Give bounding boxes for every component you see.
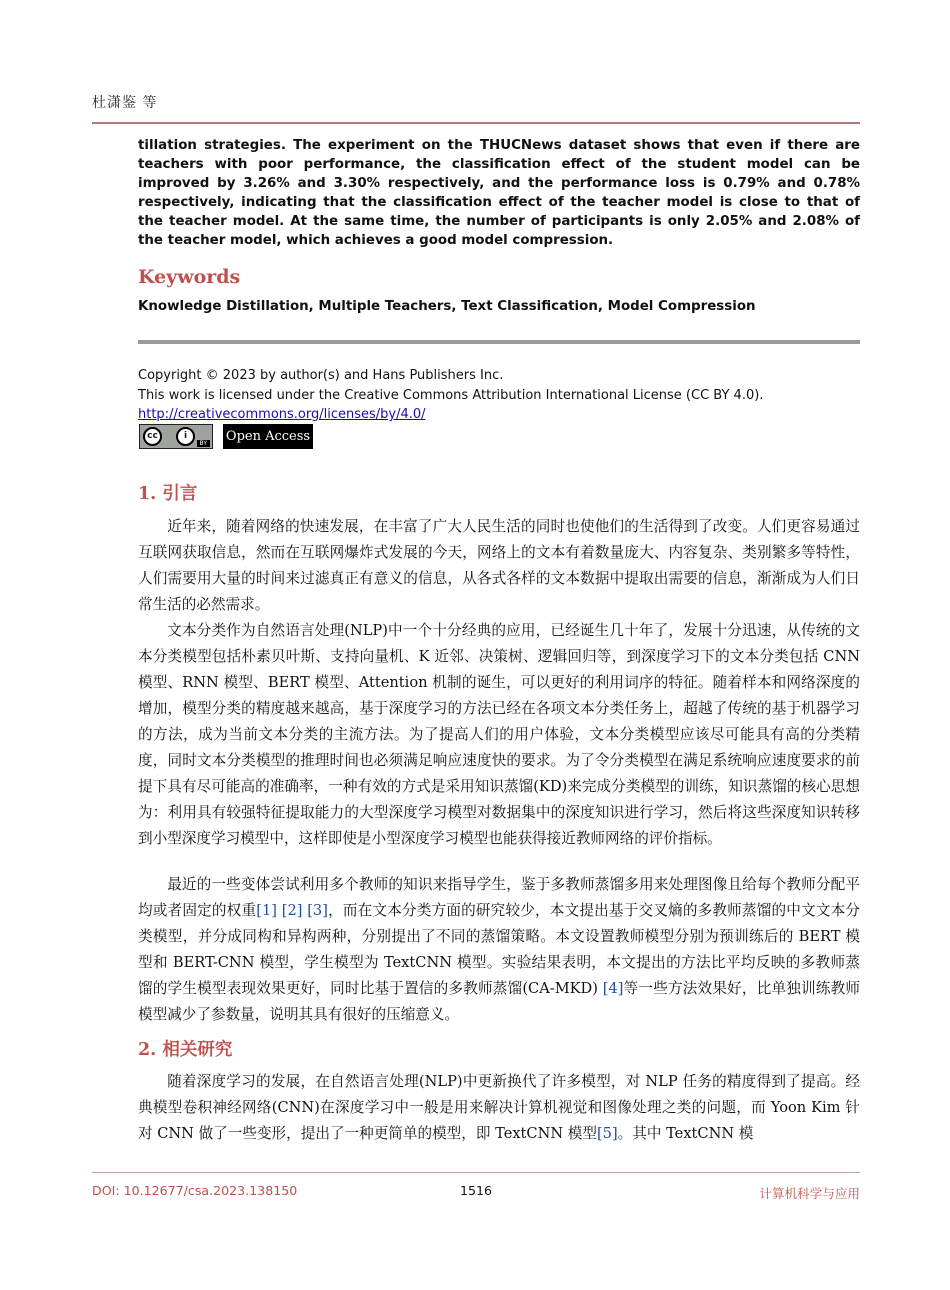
related-p1-text-b: 。其中 TextCNN 模: [617, 1125, 754, 1142]
related-p1-text-a: 随着深度学习的发展，在自然语言处理(NLP)中更新换代了许多模型，对 NLP 任务的精度得到了提高。经典模型卷积神经网络(CNN)在深度学习中一般是用来解决计算机视觉和图像处理之类的问题，而 Yoon Kim 针对 CNN 做了一些变形，提出了一种更简单的模型，即 TextCNN 模型: [138, 1073, 860, 1142]
citation-link-4[interactable]: [4]: [602, 980, 624, 997]
related-paragraph-1: [138, 1069, 860, 1147]
license-link[interactable]: http://creativecommons.org/licenses/by/4.0/: [138, 407, 426, 422]
keywords-text: Knowledge Distillation, Multiple Teachers, Text Classification, Model Compression: [138, 299, 756, 314]
section-heading-introduction: 1. 引言: [138, 484, 198, 504]
intro-paragraph-1: 近年来，随着网络的快速发展，在丰富了广大人民生活的同时也使他们的生活得到了改变。人们更容易通过互联网获取信息，然而在互联网爆炸式发展的今天，网络上的文本有着数量庞大、内容复杂、类别繁多等特性，人们需要用大量的时间来过滤真正有意义的信息，从各式各样的文本数据中提取出需要的信息，渐渐成为人们日常生活的必然需求。: [138, 518, 860, 613]
cc-by-badge[interactable]: [139, 424, 213, 449]
running-head: 杜潇鉴 等: [92, 95, 158, 111]
journal-name: 计算机科学与应用: [759, 1186, 860, 1201]
by-label: BY: [197, 440, 210, 447]
citation-link-5[interactable]: [5]: [596, 1125, 618, 1142]
license-badges: [139, 424, 313, 449]
attribution-person-icon: i: [176, 427, 195, 446]
copyright-line: Copyright © 2023 by author(s) and Hans Publishers Inc.: [138, 368, 504, 383]
intro-p3-text-c: 等一些方法效果好，比单独训练教师模型减少了参数量，说明其具有很好的压缩意义。: [138, 980, 860, 1023]
section-divider: [138, 340, 860, 344]
copyright-block: [138, 366, 763, 425]
intro-p3-text-b: ，而在文本分类方面的研究较少，本文提出基于交叉熵的多教师蒸馏的中文文本分类模型，并分成同构和异构两种，分别提出了不同的蒸馏策略。本文设置教师模型分别为预训练后的 BERT 模型和 BERT-CNN 模型，学生模型为 TextCNN 模型。实验结果表明，本文提出的方法比平均反映的多教师蒸馏的学生模型表现效果更好，同时比基于置信的多教师蒸馏(CA-MKD): [138, 902, 860, 997]
page-number: 1516: [460, 1183, 493, 1198]
citation-link-1-2-3[interactable]: [1] [2] [3]: [256, 902, 328, 919]
footer-doi: DOI: 10.12677/csa.2023.138150: [92, 1183, 298, 1198]
intro-p3-text-a: 最近的一些变体尝试利用多个教师的知识来指导学生，鉴于多教师蒸馏多用来处理图像且给每个教师分配平均或者固定的权重: [138, 876, 860, 919]
intro-paragraph-2: 文本分类作为自然语言处理(NLP)中一个十分经典的应用，已经诞生几十年了，发展十分迅速，从传统的文本分类模型包括朴素贝叶斯、支持向量机、K 近邻、决策树、逻辑回归等，到深度学习下的文本分类包括 CNN 模型、RNN 模型、BERT 模型、Attention 机制的诞生，可以更好的利用词序的特征。随着样本和网络深度的增加，模型分类的精度越来越高，基于深度学习的方法已经在各项文本分类任务上，超越了传统的基于机器学习的方法，成为当前文本分类的主流方法。为了提高人们的用户体验，文本分类模型应该尽可能具有高的分类精度，同时文本分类模型的推理时间也必须满足响应速度快的要求。为了令分类模型在满足系统响应速度要求的前提下具有尽可能高的准确率，一种有效的方式是采用知识蒸馏(KD)来完成分类模型的训练，知识蒸馏的核心思想为：利用具有较强特征提取能力的大型深度学习模型对数据集中的深度知识进行学习，然后将这些深度知识转移到小型深度学习模型中，这样即使是小型深度学习模型也能获得接近教师网络的评价指标。: [138, 622, 860, 847]
header-rule: [92, 122, 860, 124]
footer-rule: [92, 1172, 860, 1173]
cc-icon: cc: [143, 427, 162, 446]
abstract-text: tillation strategies. The experiment on the THUCNews dataset shows that even if there are teachers with poor performance, the classification effect of the student model can be improved by 3.26% and 3.30% respectively, and the performance loss is 0.79% and 0.78% respectively, indicating that the classification effect of the teacher model is close to that of the teacher model. At the same time, the number of participants is only 2.05% and 2.08% of the teacher model, which achieves a good model compression.: [138, 138, 860, 248]
section-heading-related-work: 2. 相关研究: [138, 1040, 233, 1060]
intro-paragraph-3: [138, 872, 860, 1028]
keywords-heading: Keywords: [138, 266, 241, 288]
open-access-badge: Open Access: [223, 424, 313, 449]
license-line: This work is licensed under the Creative Commons Attribution International License (CC BY 4.0).: [138, 387, 764, 403]
